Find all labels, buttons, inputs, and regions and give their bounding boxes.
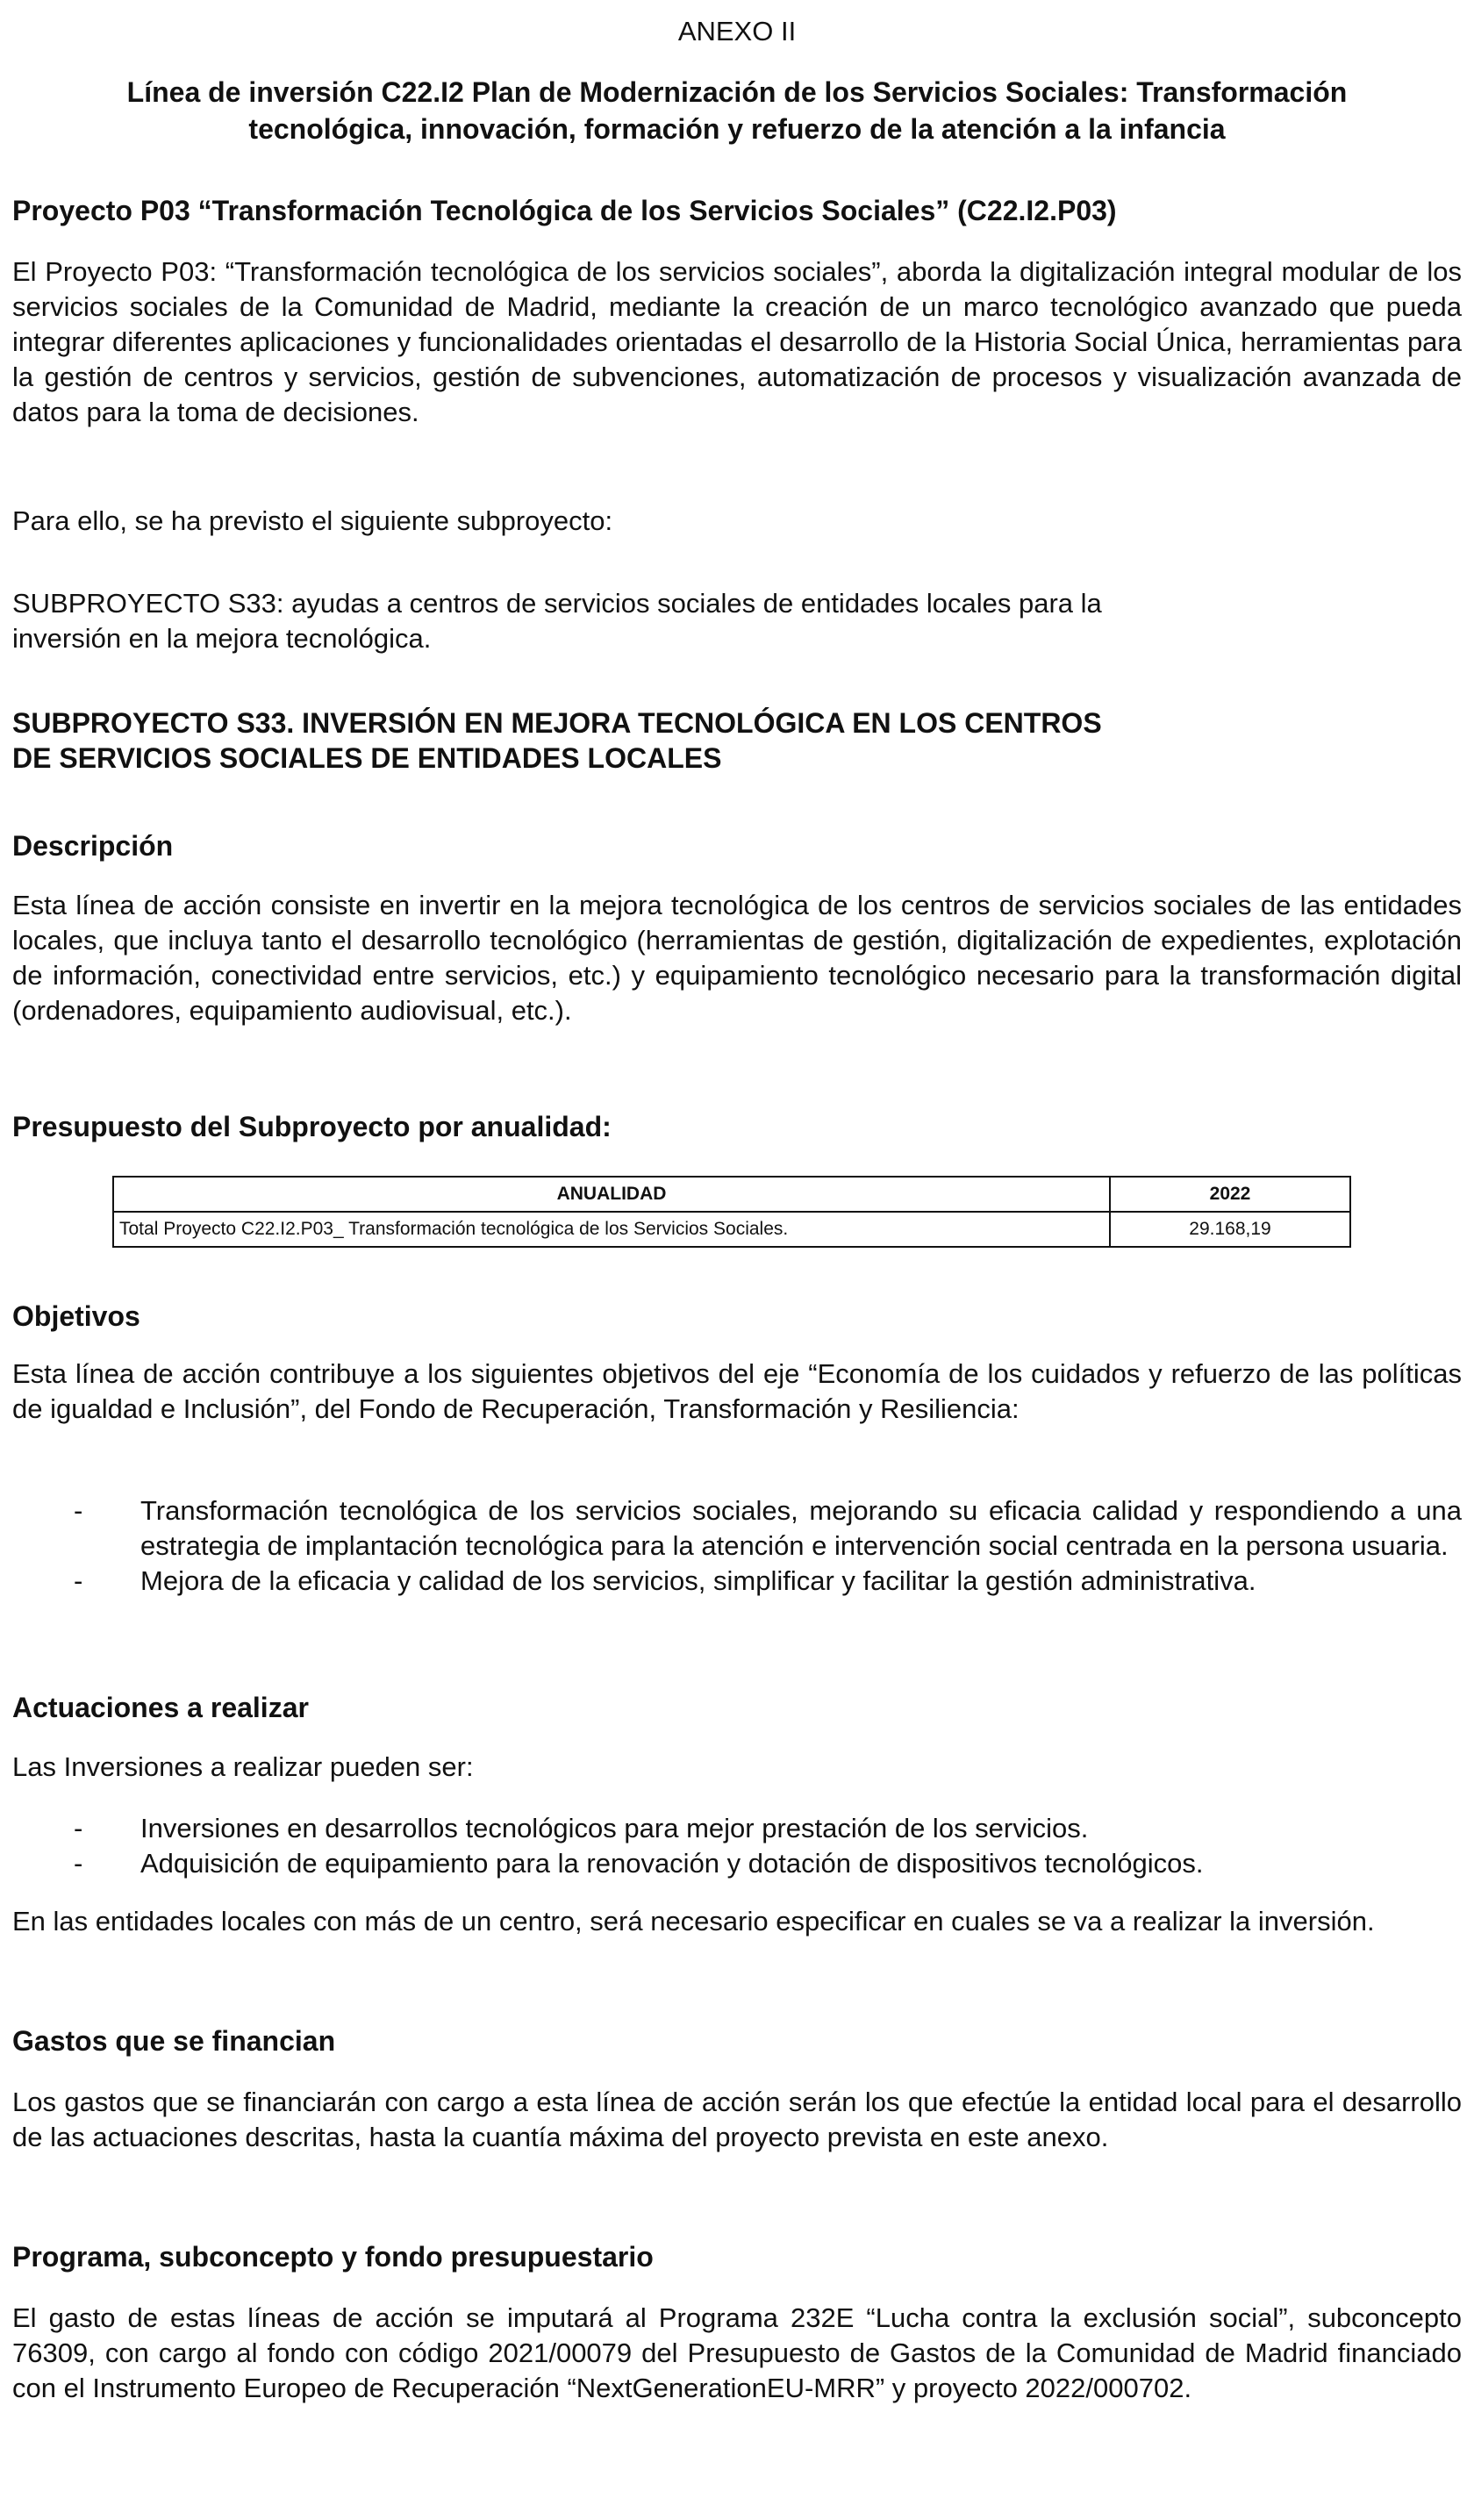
- actions-text: Las Inversiones a realizar pueden ser:: [12, 1751, 474, 1782]
- project-intro: El Proyecto P03: “Transformación tecnológica de los servicios sociales”, aborda la digitalización integral modular de los servicios sociales de la Comunidad de Madrid, mediante la creación de un marco tecnológico avanzado que pueda integrar diferentes aplicaciones y funcionalidades orientadas el desarrollo de la Historia Social Única, herramientas para la gestión de centros y servicios, gestión de subvenciones, automatización de procesos y visualización avanzada de datos para la toma de decisiones.: [12, 256, 1462, 427]
- subproject-heading-line-1: SUBPROYECTO S33. INVERSIÓN EN MEJORA TECNOLÓGICA EN LOS CENTROS: [12, 707, 1102, 739]
- subproject-mention-line-2: inversión en la mejora tecnológica.: [12, 623, 432, 654]
- subproject-heading-line-2: DE SERVICIOS SOCIALES DE ENTIDADES LOCALES: [12, 742, 722, 774]
- program-text: El gasto de estas líneas de acción se imputará al Programa 232E “Lucha contra la exclusión social”, subconcepto 76309, con cargo al fondo con código 2021/00079 del Presupuesto de Gastos de la Comunidad de Madrid financiado con el Instrumento Europeo de Recuperación “NextGenerationEU-MRR” y proyecto 2022/000702.: [12, 2302, 1462, 2403]
- budget-col-label: ANUALIDAD: [113, 1177, 1110, 1212]
- subproject-heading: [12, 705, 1462, 776]
- title-line-1: Línea de inversión C22.I2 Plan de Modernización de los Servicios Sociales: Transformación: [126, 76, 1348, 108]
- list-item: [12, 1846, 1462, 1881]
- dash-bullet: -: [74, 1565, 83, 1596]
- dash-bullet: -: [74, 1813, 83, 1843]
- objective-item-2: Mejora de la eficacia y calidad de los servicios, simplificar y facilitar la gestión administrativa.: [140, 1565, 1256, 1596]
- actions-note: En las entidades locales con más de un centro, será necesario especificar en cuales se va a realizar la inversión.: [12, 1906, 1375, 1937]
- budget-data-row: [113, 1212, 1350, 1247]
- expenses-text: Los gastos que se financiarán con cargo a esta línea de acción serán los que efectúe la entidad local para el desarrollo de las actuaciones descritas, hasta la cuantía máxima del proyecto prevista en este anexo.: [12, 2087, 1462, 2152]
- objectives-heading: Objetivos: [12, 1300, 140, 1332]
- dash-bullet: -: [74, 1848, 83, 1879]
- description-heading: Descripción: [12, 830, 174, 862]
- program-heading: Programa, subconcepto y fondo presupuestario: [12, 2241, 654, 2273]
- dash-bullet: -: [74, 1495, 83, 1526]
- project-foreseen: Para ello, se ha previsto el siguiente subproyecto:: [12, 505, 613, 536]
- subproject-mention-line-1: SUBPROYECTO S33: ayudas a centros de servicios sociales de entidades locales para la: [12, 588, 1102, 619]
- project-heading: Proyecto P03 “Transformación Tecnológica de los Servicios Sociales” (C22.I2.P03): [12, 195, 1117, 226]
- title-line-2: tecnológica, innovación, formación y refuerzo de la atención a la infancia: [248, 113, 1226, 145]
- list-item: [12, 1811, 1462, 1846]
- description-text: Esta línea de acción consiste en invertir en la mejora tecnológica de los centros de servicios sociales de las entidades locales, que incluya tanto el desarrollo tecnológico (herramientas de gestión, digitalización de expedientes, explotación de información, conectividad entre servicios, etc.) y equipamiento tecnológico necesario para la transformación digital (ordenadores, equipamiento audiovisual, etc.).: [12, 890, 1462, 1026]
- budget-row-value: 29.168,19: [1110, 1212, 1350, 1247]
- actions-heading: Actuaciones a realizar: [12, 1692, 309, 1723]
- document-title: [12, 74, 1462, 147]
- objective-item-1: Transformación tecnológica de los servicios sociales, mejorando su eficacia calidad y respondiendo a una estrategia de implantación tecnológica para la atención e intervención social centrada en la persona usuaria.: [140, 1495, 1462, 1561]
- objectives-list: [12, 1493, 1462, 1599]
- budget-table: [112, 1176, 1351, 1248]
- expenses-heading: Gastos que se financian: [12, 2025, 336, 2057]
- actions-list: [12, 1811, 1462, 1881]
- subproject-mention: [12, 586, 1462, 656]
- list-item: [12, 1493, 1462, 1564]
- budget-row-label: Total Proyecto C22.I2.P03_ Transformación tecnológica de los Servicios Sociales.: [113, 1212, 1110, 1247]
- annex-label: ANEXO II: [677, 16, 797, 47]
- action-item-1: Inversiones en desarrollos tecnológicos para mejor prestación de los servicios.: [140, 1813, 1089, 1843]
- budget-heading: Presupuesto del Subproyecto por anualidad:: [12, 1111, 612, 1142]
- objectives-text: Esta línea de acción contribuye a los siguientes objetivos del eje “Economía de los cuidados y refuerzo de las políticas de igualdad e Inclusión”, del Fondo de Recuperación, Transformación y Resiliencia:: [12, 1358, 1462, 1424]
- budget-col-year: 2022: [1110, 1177, 1350, 1212]
- budget-header-row: [113, 1177, 1350, 1212]
- action-item-2: Adquisición de equipamiento para la renovación y dotación de dispositivos tecnológicos.: [140, 1848, 1204, 1879]
- list-item: [12, 1564, 1462, 1599]
